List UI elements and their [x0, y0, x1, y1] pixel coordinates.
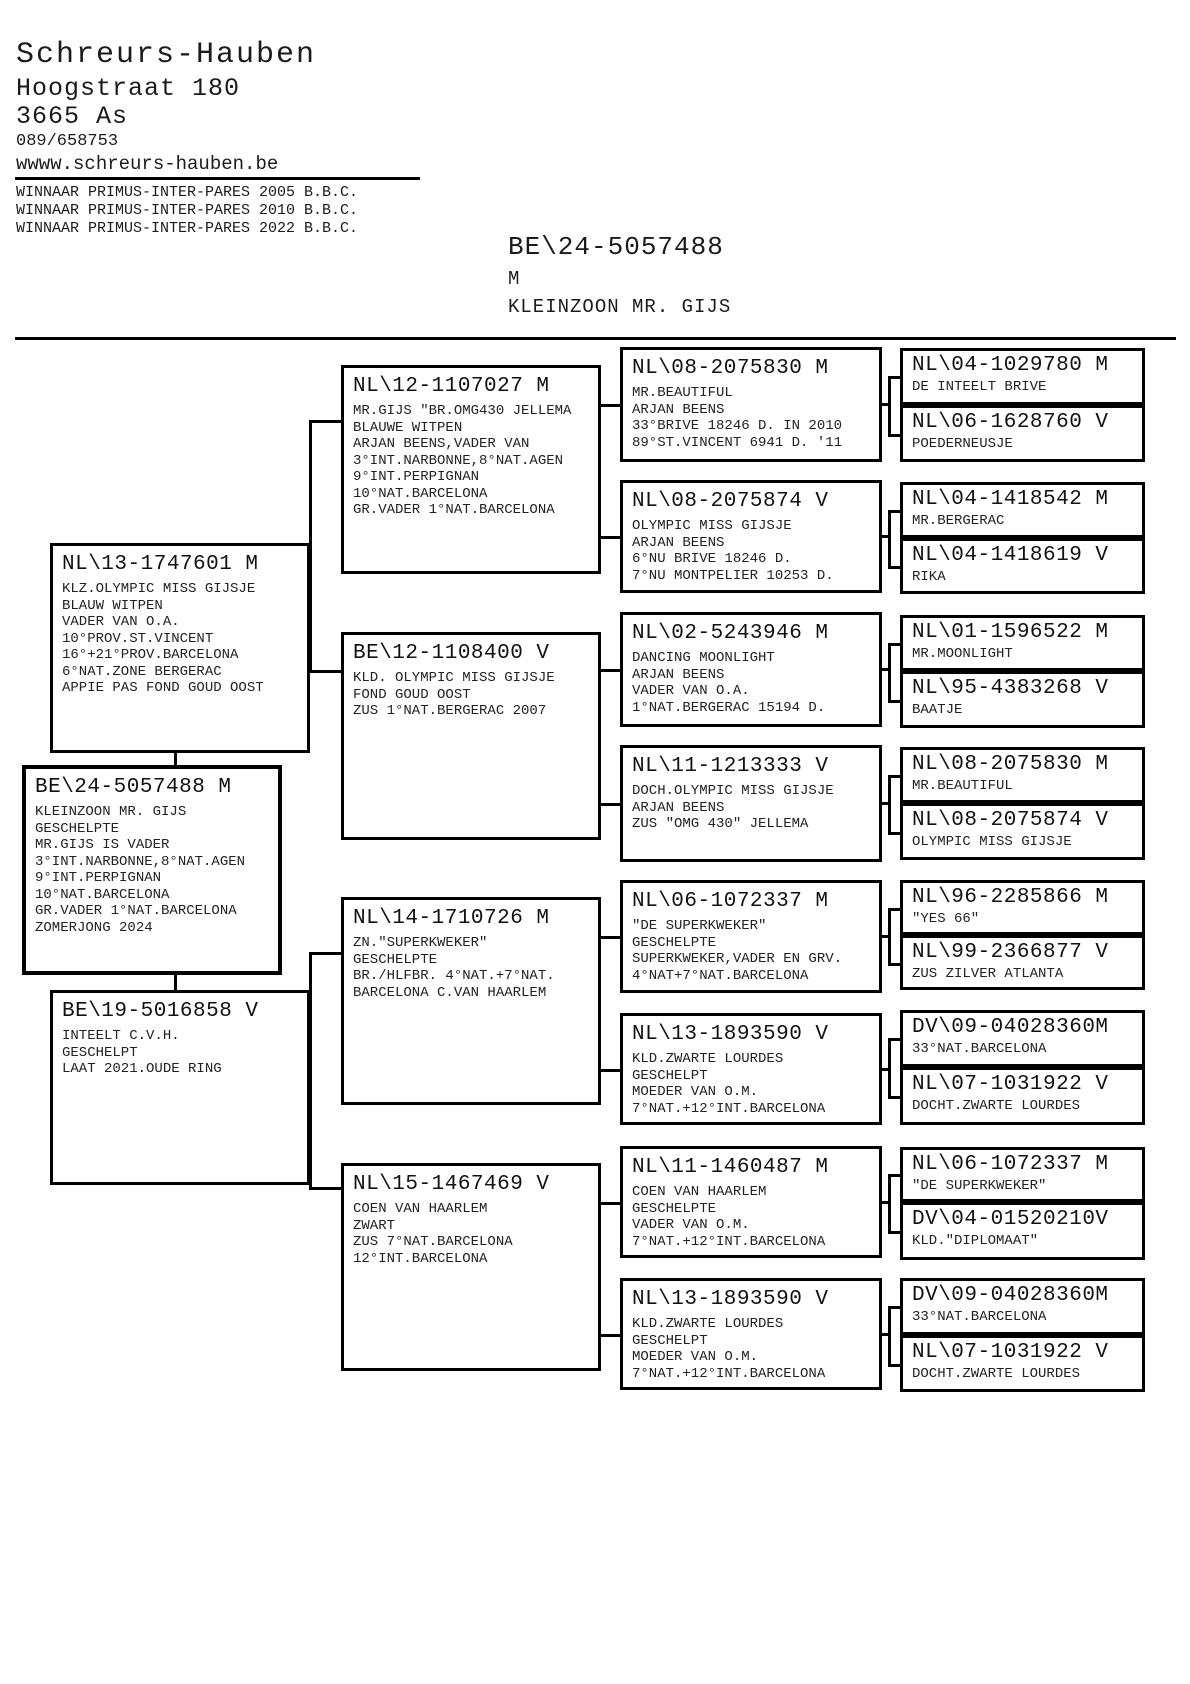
ring-number: NL\02-5243946 M	[632, 622, 829, 645]
pedigree-box-gen4-5	[900, 615, 1145, 671]
ring-number: NL\08-2075830 M	[912, 753, 1109, 776]
ring-number: NL\07-1031922 V	[912, 1073, 1109, 1096]
pigeon-details	[632, 385, 871, 451]
pigeon-detail-line: ZOMERJONG 2024	[35, 919, 153, 936]
achievement-line: WINNAAR PRIMUS-INTER-PARES 2010 B.B.C.	[16, 202, 359, 219]
pigeon-details	[632, 918, 871, 984]
ring-number: NL\06-1072337 M	[632, 890, 829, 913]
pigeon-detail-line: 9°INT.PERPIGNAN	[35, 870, 162, 886]
pedigree-box-gen3-8	[620, 1278, 882, 1390]
pigeon-details	[912, 569, 1134, 586]
ring-number: NL\14-1710726 M	[353, 907, 550, 930]
address-street: Hoogstraat 180	[16, 74, 241, 103]
pigeon-detail-line: COEN VAN HAARLEM	[353, 1201, 488, 1217]
header-separator-rule	[15, 337, 1176, 340]
pigeon-detail-line: INTEELT C.V.H.	[62, 1028, 180, 1044]
pigeon-details	[62, 1028, 299, 1078]
connector-line	[888, 643, 891, 703]
pigeon-detail-line: GESCHELPT	[632, 1067, 708, 1084]
pigeon-details	[353, 670, 590, 720]
pigeon-detail-line: APPIE PAS FOND GOUD OOST	[62, 680, 264, 696]
pigeon-detail-line: ZWART	[353, 1217, 396, 1234]
ring-number: NL\04-1029780 M	[912, 354, 1109, 377]
pedigree-box-gen3-3	[620, 612, 882, 727]
pigeon-detail-line: DANCING MOONLIGHT	[632, 650, 775, 666]
pigeon-details	[632, 1184, 871, 1250]
ring-number: NL\95-4383268 V	[912, 677, 1109, 700]
pedigree-box-gen3-6	[620, 1013, 882, 1125]
pigeon-detail-line: 1°NAT.BERGERAC 15194 D.	[632, 699, 826, 716]
pigeon-detail-line: GR.VADER 1°NAT.BARCELONA	[353, 502, 555, 518]
ring-number: NL\04-1418619 V	[912, 544, 1109, 567]
pigeon-detail-line: ARJAN BEENS	[632, 401, 725, 418]
connector-line	[174, 753, 177, 765]
pigeon-details	[632, 1051, 871, 1117]
pedigree-box-granddam-maternal	[341, 1163, 601, 1371]
pigeon-detail-line: 7°NAT.+12°INT.BARCELONA	[632, 1365, 826, 1382]
connector-line	[309, 1187, 342, 1190]
ring-number: BE\19-5016858 V	[62, 1000, 259, 1023]
pigeon-detail-line: MOEDER VAN O.M.	[632, 1084, 759, 1100]
pigeon-detail-line: GESCHELPTE	[632, 934, 717, 951]
pigeon-details	[353, 1201, 590, 1267]
pigeon-details	[632, 650, 871, 716]
pigeon-detail-line: ZUS "OMG 430" JELLEMA	[632, 816, 809, 832]
pigeon-detail-line: 7°NU MONTPELIER 10253 D.	[632, 567, 834, 584]
pigeon-detail-line: MOEDER VAN O.M.	[632, 1349, 759, 1365]
pigeon-detail-line: DOCHT.ZWARTE LOURDES	[912, 1098, 1081, 1114]
ring-number: NL\07-1031922 V	[912, 1341, 1109, 1364]
pigeon-detail-line: KLD."DIPLOMAAT"	[912, 1233, 1039, 1249]
pigeon-details	[912, 966, 1134, 983]
connector-line	[174, 975, 177, 990]
pigeon-detail-line: BR./HLFBR. 4°NAT.+7°NAT.	[353, 968, 555, 984]
pigeon-detail-line: 33°NAT.BARCELONA	[912, 1309, 1047, 1325]
ring-number: NL\06-1628760 V	[912, 411, 1109, 434]
pigeon-details	[912, 379, 1134, 396]
subject-note: KLEINZOON MR. GIJS	[508, 296, 732, 318]
pedigree-box-gen4-6	[900, 671, 1145, 728]
ring-number: DV\04-01520210V	[912, 1208, 1109, 1231]
pedigree-box-gen4-3	[900, 482, 1145, 538]
ring-number: DV\09-04028360M	[912, 1016, 1109, 1039]
pigeon-detail-line: ARJAN BEENS	[632, 666, 725, 683]
pigeon-details	[912, 778, 1134, 795]
ring-number: NL\96-2285866 M	[912, 886, 1109, 909]
ring-number: NL\08-2075830 M	[632, 357, 829, 380]
pigeon-detail-line: ARJAN BEENS	[632, 799, 725, 816]
achievement-line: WINNAAR PRIMUS-INTER-PARES 2022 B.B.C.	[16, 220, 359, 237]
pigeon-detail-line: "DE SUPERKWEKER"	[912, 1178, 1047, 1194]
letterhead-rule	[15, 177, 420, 180]
pedigree-box-gen4-12	[900, 1067, 1145, 1125]
ring-number: NL\13-1747601 M	[62, 553, 259, 576]
pedigree-box-gen4-2	[900, 405, 1145, 462]
pigeon-detail-line: VADER VAN O.A.	[632, 683, 750, 699]
pigeon-details	[632, 1316, 871, 1382]
pedigree-box-gen3-4	[620, 745, 882, 862]
pigeon-details	[912, 513, 1134, 530]
pigeon-detail-line: DOCHT.ZWARTE LOURDES	[912, 1366, 1081, 1382]
pigeon-details	[912, 911, 1134, 928]
ring-number: NL\04-1418542 M	[912, 488, 1109, 511]
pigeon-details	[912, 834, 1134, 851]
pedigree-box-gen3-2	[620, 480, 882, 593]
pigeon-detail-line: GESCHELPTE	[35, 820, 120, 837]
pigeon-detail-line: ARJAN BEENS,VADER VAN	[353, 436, 530, 452]
pigeon-detail-line: KLD. OLYMPIC MISS GIJSJE	[353, 670, 555, 686]
pigeon-detail-line: GESCHELPT	[632, 1332, 708, 1349]
pedigree-box-grandsire-maternal	[341, 897, 601, 1105]
pigeon-detail-line: 12°INT.BARCELONA	[353, 1250, 488, 1267]
pigeon-detail-line: BAATJE	[912, 702, 963, 718]
pedigree-box-gen4-15	[900, 1278, 1145, 1335]
pedigree-box-grandsire-paternal	[341, 365, 601, 574]
pigeon-details	[912, 1098, 1134, 1115]
pigeon-detail-line: MR.BEAUTIFUL	[912, 778, 1013, 794]
pigeon-detail-line: GESCHELPT	[62, 1044, 138, 1061]
ring-number: NL\13-1893590 V	[632, 1288, 829, 1311]
subject-sex: M	[508, 268, 520, 290]
pigeon-detail-line: 33°NAT.BARCELONA	[912, 1041, 1047, 1057]
pigeon-detail-line: 7°NAT.+12°INT.BARCELONA	[632, 1233, 826, 1250]
ring-number: BE\12-1108400 V	[353, 642, 550, 665]
connector-line	[309, 670, 342, 673]
pigeon-detail-line: ZUS 7°NAT.BARCELONA	[353, 1234, 513, 1250]
connector-line	[888, 376, 891, 437]
ring-number: NL\12-1107027 M	[353, 375, 550, 398]
pedigree-box-gen4-14	[900, 1202, 1145, 1260]
pigeon-detail-line: 33°BRIVE 18246 D. IN 2010	[632, 418, 843, 434]
connector-line	[309, 952, 342, 955]
connector-line	[309, 420, 342, 423]
pigeon-detail-line: MR.BERGERAC	[912, 513, 1005, 529]
pedigree-box-subject	[22, 765, 282, 975]
pedigree-box-granddam-paternal	[341, 632, 601, 840]
ring-number: NL\13-1893590 V	[632, 1023, 829, 1046]
pigeon-details	[912, 1366, 1134, 1383]
ring-number: NL\15-1467469 V	[353, 1173, 550, 1196]
ring-number: DV\09-04028360M	[912, 1284, 1109, 1307]
pigeon-details	[912, 1041, 1134, 1058]
pigeon-details	[912, 1309, 1134, 1326]
pigeon-detail-line: "YES 66"	[912, 911, 980, 927]
pigeon-details	[912, 1233, 1134, 1250]
pedigree-box-gen4-8	[900, 803, 1145, 860]
pigeon-detail-line: BLAUW WITPEN	[62, 597, 163, 614]
ring-number: NL\08-2075874 V	[632, 490, 829, 513]
pedigree-box-gen3-1	[620, 347, 882, 462]
subject-ring-number: BE\24-5057488	[508, 232, 724, 262]
pigeon-detail-line: COEN VAN HAARLEM	[632, 1184, 767, 1200]
pigeon-detail-line: SUPERKWEKER,VADER EN GRV.	[632, 951, 843, 967]
pedigree-box-gen4-11	[900, 1010, 1145, 1067]
pigeon-detail-line: POEDERNEUSJE	[912, 436, 1013, 452]
pigeon-detail-line: "DE SUPERKWEKER"	[632, 918, 767, 934]
pigeon-detail-line: MR.MOONLIGHT	[912, 646, 1013, 662]
pigeon-detail-line: BLAUWE WITPEN	[353, 419, 463, 436]
pigeon-detail-line: 7°NAT.+12°INT.BARCELONA	[632, 1100, 826, 1117]
pigeon-detail-line: 6°NAT.ZONE BERGERAC	[62, 663, 222, 680]
pigeon-detail-line: VADER VAN O.A.	[62, 614, 180, 630]
pedigree-box-gen4-13	[900, 1147, 1145, 1202]
pigeon-detail-line: MR.GIJS IS VADER	[35, 837, 170, 853]
pigeon-detail-line: DOCH.OLYMPIC MISS GIJSJE	[632, 783, 834, 799]
pedigree-box-gen3-7	[620, 1146, 882, 1258]
pedigree-box-gen4-7	[900, 747, 1145, 803]
pigeon-detail-line: DE INTEELT BRIVE	[912, 379, 1047, 395]
pedigree-box-gen4-10	[900, 935, 1145, 990]
pigeon-detail-line: 10°NAT.BARCELONA	[35, 886, 170, 903]
pigeon-details	[632, 518, 871, 584]
pigeon-details	[912, 646, 1134, 663]
pigeon-detail-line: LAAT 2021.OUDE RING	[62, 1061, 222, 1077]
pigeon-detail-line: 9°INT.PERPIGNAN	[353, 469, 480, 485]
pigeon-detail-line: MR.GIJS "BR.OMG430 JELLEMA	[353, 403, 572, 419]
loft-name: Schreurs-Hauben	[16, 38, 317, 72]
ring-number: NL\01-1596522 M	[912, 621, 1109, 644]
pigeon-detail-line: MR.BEAUTIFUL	[632, 385, 733, 401]
pigeon-detail-line: KLD.ZWARTE LOURDES	[632, 1316, 784, 1332]
pigeon-details	[912, 436, 1134, 453]
pigeon-detail-line: GR.VADER 1°NAT.BARCELONA	[35, 903, 237, 919]
phone-number: 089/658753	[16, 132, 119, 151]
ring-number: NL\08-2075874 V	[912, 809, 1109, 832]
pigeon-details	[912, 702, 1134, 719]
pigeon-detail-line: 16°+21°PROV.BARCELONA	[62, 647, 239, 663]
pigeon-detail-line: KLZ.OLYMPIC MISS GIJSJE	[62, 581, 256, 597]
pedigree-box-gen4-9	[900, 880, 1145, 935]
pigeon-detail-line: 4°NAT+7°NAT.BARCELONA	[632, 967, 809, 984]
pigeon-details	[35, 804, 270, 936]
pigeon-detail-line: FOND GOUD OOST	[353, 686, 471, 703]
pigeon-detail-line: 3°INT.NARBONNE,8°NAT.AGEN	[353, 452, 564, 469]
pigeon-detail-line: 89°ST.VINCENT 6941 D. '11	[632, 434, 843, 451]
pedigree-box-gen3-5	[620, 880, 882, 993]
pigeon-detail-line: RIKA	[912, 569, 946, 585]
pigeon-detail-line: OLYMPIC MISS GIJSJE	[632, 518, 792, 534]
pedigree-box-gen4-1	[900, 348, 1145, 405]
ring-number: NL\06-1072337 M	[912, 1153, 1109, 1176]
pedigree-box-dam	[50, 990, 310, 1185]
pigeon-detail-line: KLD.ZWARTE LOURDES	[632, 1051, 784, 1067]
pedigree-box-sire	[50, 543, 310, 753]
ring-number: NL\99-2366877 V	[912, 941, 1109, 964]
ring-number: BE\24-5057488 M	[35, 776, 232, 799]
pigeon-detail-line: 10°NAT.BARCELONA	[353, 485, 488, 502]
website-url: wwww.schreurs-hauben.be	[16, 153, 279, 175]
pedigree-box-gen4-4	[900, 538, 1145, 594]
pigeon-detail-line: GESCHELPTE	[632, 1200, 717, 1217]
connector-line	[888, 510, 891, 569]
pigeon-details	[353, 403, 590, 519]
connector-line	[888, 1306, 891, 1367]
pigeon-detail-line: ZUS ZILVER ATLANTA	[912, 966, 1064, 982]
pigeon-detail-line: OLYMPIC MISS GIJSJE	[912, 834, 1072, 850]
pigeon-detail-line: ARJAN BEENS	[632, 534, 725, 551]
pigeon-detail-line: 10°PROV.ST.VINCENT	[62, 630, 214, 647]
pigeon-detail-line: ZN."SUPERKWEKER"	[353, 935, 488, 951]
pigeon-detail-line: ZUS 1°NAT.BERGERAC 2007	[353, 703, 547, 719]
pedigree-box-gen4-16	[900, 1335, 1145, 1392]
pigeon-details	[353, 935, 590, 1001]
pigeon-detail-line: KLEINZOON MR. GIJS	[35, 804, 187, 820]
pigeon-details	[62, 581, 299, 697]
address-city: 3665 As	[16, 102, 129, 131]
pigeon-detail-line: BARCELONA C.VAN HAARLEM	[353, 984, 547, 1001]
pigeon-detail-line: GESCHELPTE	[353, 951, 438, 968]
pigeon-details	[632, 783, 871, 833]
connector-line	[888, 1174, 891, 1234]
pigeon-detail-line: VADER VAN O.M.	[632, 1217, 750, 1233]
pigeon-details	[912, 1178, 1134, 1195]
connector-line	[888, 775, 891, 835]
pigeon-detail-line: 3°INT.NARBONNE,8°NAT.AGEN	[35, 853, 246, 870]
ring-number: NL\11-1213333 V	[632, 755, 829, 778]
pigeon-detail-line: 6°NU BRIVE 18246 D.	[632, 551, 792, 567]
achievement-line: WINNAAR PRIMUS-INTER-PARES 2005 B.B.C.	[16, 184, 359, 201]
ring-number: NL\11-1460487 M	[632, 1156, 829, 1179]
